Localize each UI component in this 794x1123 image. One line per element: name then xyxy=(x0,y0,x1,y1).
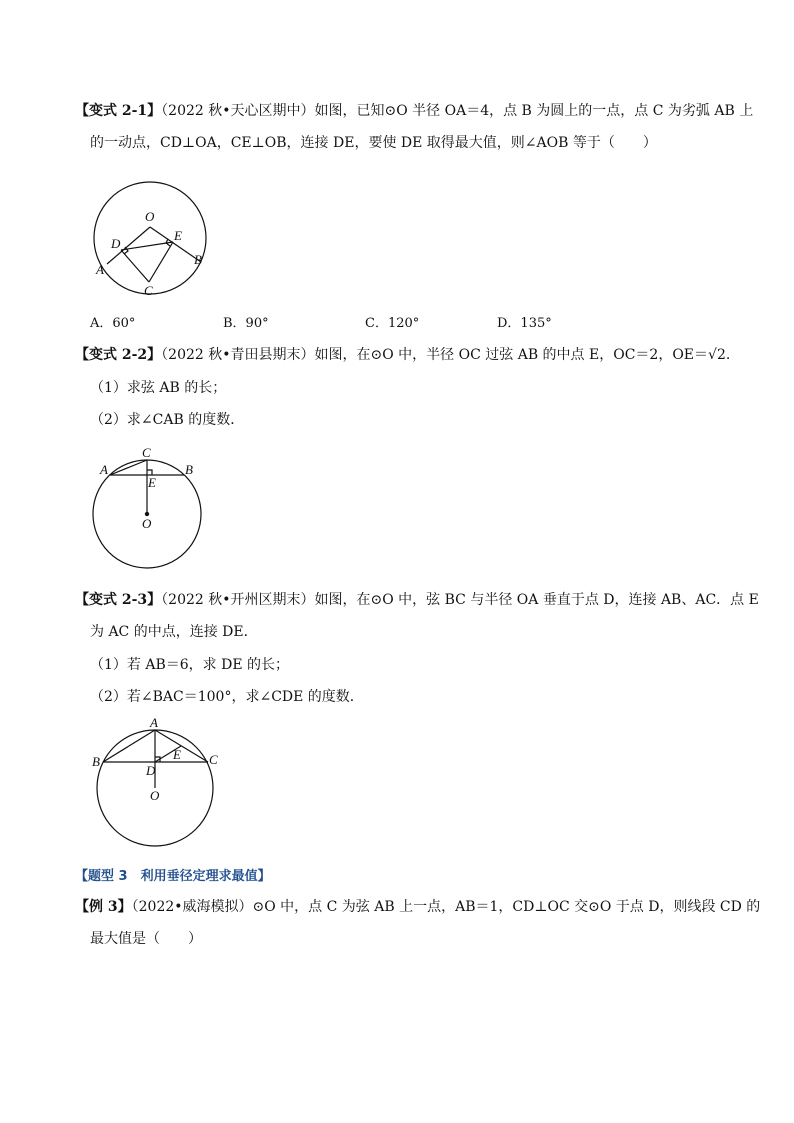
v23-label-e: E xyxy=(173,747,181,762)
v22-q2: （2）求∠CAB 的度数． xyxy=(90,412,245,428)
ex3-line2: 最大值是（ ） xyxy=(90,931,202,947)
v21-segment-ce xyxy=(149,242,173,282)
v22-segment-ac xyxy=(110,460,147,475)
v23-figure xyxy=(90,714,230,849)
v21-option-d[interactable]: D．135° xyxy=(497,316,552,331)
v21-segment-cd xyxy=(121,250,149,282)
v22-label-o: O xyxy=(142,516,152,531)
v21-text1: （2022 秋•天心区期中）如图，已知⊙O 半径 OA＝4，点 B 为圆上的一点，点 C 为劣弧 AB 上 xyxy=(161,103,754,119)
ex3-text1: （2022•威海模拟）⊙O 中，点 C 为弦 AB 上一点，AB＝1，CD⊥OC 交⊙O 于点 D，则线段 CD 的 xyxy=(131,899,761,915)
v22-q1: （1）求弦 AB 的长； xyxy=(90,380,227,396)
v21-label-c: C xyxy=(144,283,153,298)
v21-line1 xyxy=(75,102,753,120)
v21-option-a[interactable]: A．60° xyxy=(90,316,136,331)
v23-label-b: B xyxy=(92,754,100,769)
v23-text1: （2022 秋•开州区期末）如图，在⊙O 中，弦 BC 与半径 OA 垂直于点 D，连接 AB、AC．点 E xyxy=(161,592,759,608)
v23-q2: （2）若∠BAC＝100°，求∠CDE 的度数． xyxy=(90,689,364,705)
v23-label-a: A xyxy=(150,715,158,730)
v23-tag: 【变式 2-3】 xyxy=(75,592,162,608)
v23-label-d: D xyxy=(146,763,156,778)
v23-line2: 为 AC 的中点，连接 DE． xyxy=(90,624,258,640)
ex3-tag: 【例 3】 xyxy=(75,899,132,915)
v21-line2: 的一动点，CD⊥OA，CE⊥OB，连接 DE，要使 DE 取得最大值，则∠AOB 等于（ ） xyxy=(90,135,657,151)
v21-figure xyxy=(88,180,228,300)
v21-label-o: O xyxy=(145,209,155,224)
v23-line1 xyxy=(75,591,759,609)
v22-label-e: E xyxy=(148,475,156,490)
v21-tag: 【变式 2-1】 xyxy=(75,103,162,119)
v21-option-c[interactable]: C．120° xyxy=(365,316,420,331)
v22-figure xyxy=(90,444,220,574)
v23-label-o: O xyxy=(150,788,160,803)
topic3-heading: 【题型 3 利用垂径定理求最值】 xyxy=(75,869,271,884)
v22-line1 xyxy=(75,346,730,364)
v21-label-a: A xyxy=(96,262,104,277)
v21-right-angle-d xyxy=(124,247,128,254)
v22-tag: 【变式 2-2】 xyxy=(75,347,162,363)
v21-option-b[interactable]: B．90° xyxy=(223,316,269,331)
v22-text1: （2022 秋•青田县期末）如图，在⊙O 中，半径 OC 过弦 AB 的中点 E，OC＝2，OE＝√2. xyxy=(161,347,731,363)
ex3-line1 xyxy=(75,898,760,916)
v23-label-c: C xyxy=(209,752,218,767)
v22-label-a: A xyxy=(100,462,108,477)
v23-q1: （1）若 AB＝6，求 DE 的长； xyxy=(90,657,290,673)
v21-label-e: E xyxy=(174,228,182,243)
v21-label-b: B xyxy=(194,252,202,267)
v22-label-c: C xyxy=(142,445,151,460)
v23-segment-ab xyxy=(103,730,155,762)
v22-label-b: B xyxy=(185,462,193,477)
v21-label-d: D xyxy=(111,236,121,251)
